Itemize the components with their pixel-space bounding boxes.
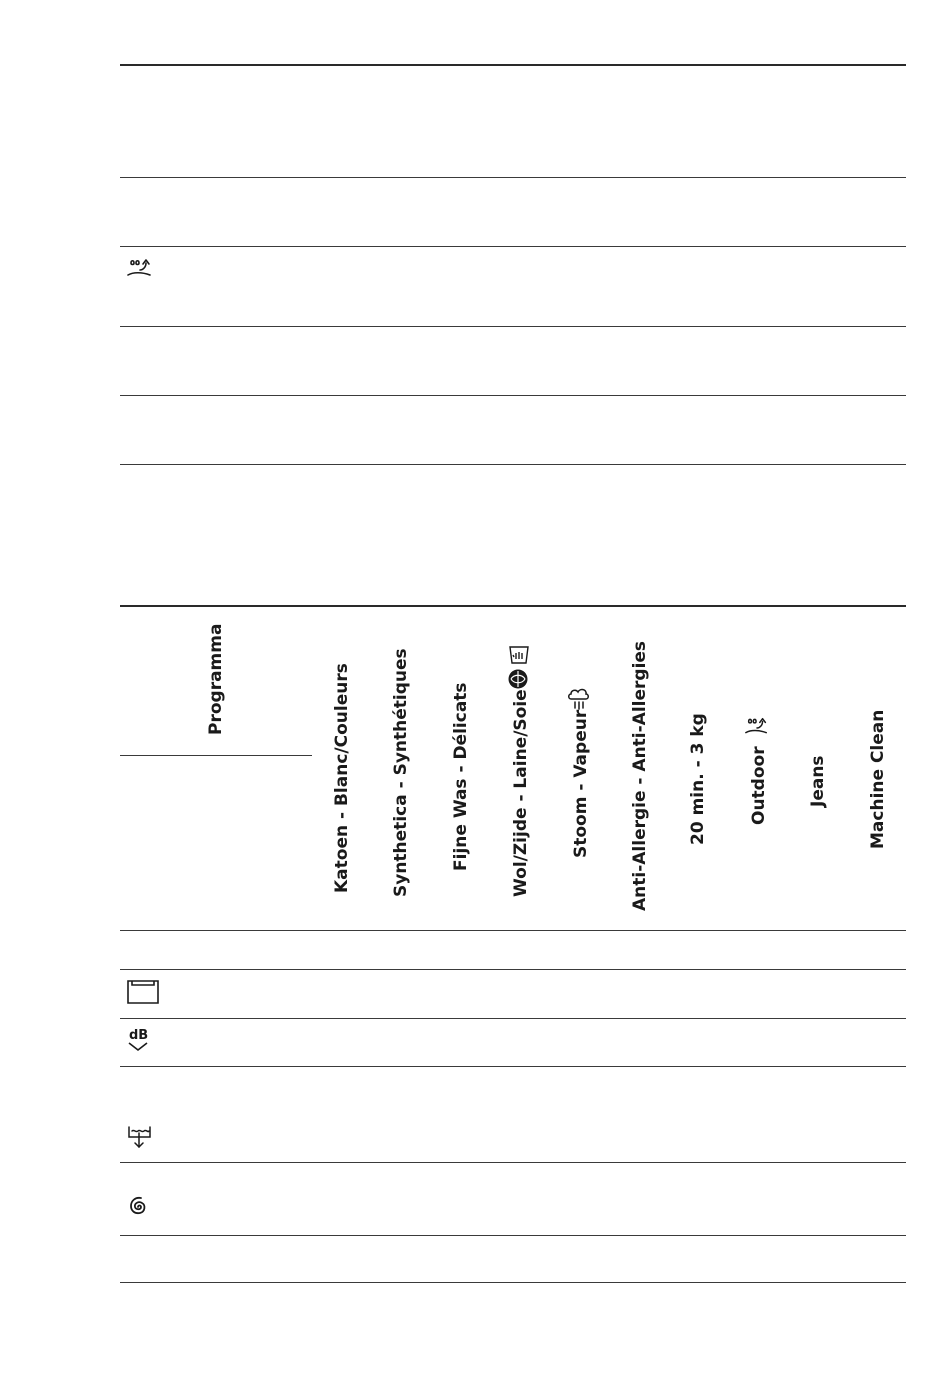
col-machine-clean: Machine Clean xyxy=(868,709,888,849)
prewash-box-icon xyxy=(126,978,160,1006)
spin-icon xyxy=(126,1193,154,1221)
program-row-last xyxy=(120,1235,906,1283)
top-table-row-1 xyxy=(120,64,906,178)
col-synthetica: Synthetica - Synthétiques xyxy=(391,648,411,897)
rinse-hold-icon xyxy=(126,1123,154,1151)
col-wol-zijde: Wol/Zijde - Laine/Soie xyxy=(511,689,531,897)
top-table xyxy=(120,64,906,464)
program-row-1 xyxy=(120,930,906,969)
programma-divider xyxy=(120,755,312,756)
outdoor-icon xyxy=(744,715,770,741)
program-row-quiet xyxy=(120,1018,906,1066)
top-table-row-3 xyxy=(120,246,906,326)
woolmark-icon xyxy=(507,668,529,690)
program-row-rinse-hold xyxy=(120,1066,906,1162)
hand-wash-icon xyxy=(508,643,530,667)
outdoor-icon xyxy=(126,257,154,283)
svg-text:dB: dB xyxy=(129,1028,149,1043)
steam-icon xyxy=(567,683,591,711)
col-anti-allergie: Anti-Allergie - Anti-Allergies xyxy=(630,640,650,911)
col-katoen: Katoen - Blanc/Couleurs xyxy=(332,663,352,893)
programma-label: Programma xyxy=(206,623,226,735)
col-jeans: Jeans xyxy=(808,755,828,807)
col-stoom: Stoom - Vapeur xyxy=(571,709,591,858)
top-table-row-4 xyxy=(120,326,906,395)
quiet-db-icon xyxy=(126,1026,152,1054)
col-20-min: 20 min. - 3 kg xyxy=(688,713,708,845)
program-header-row xyxy=(120,605,906,931)
top-table-row-2 xyxy=(120,177,906,246)
top-table-row-5 xyxy=(120,395,906,465)
program-row-spin xyxy=(120,1162,906,1235)
col-fijne-was: Fijne Was - Délicats xyxy=(451,682,471,871)
program-row-prewash xyxy=(120,969,906,1018)
program-table xyxy=(120,605,906,1285)
col-outdoor: Outdoor xyxy=(749,746,769,825)
